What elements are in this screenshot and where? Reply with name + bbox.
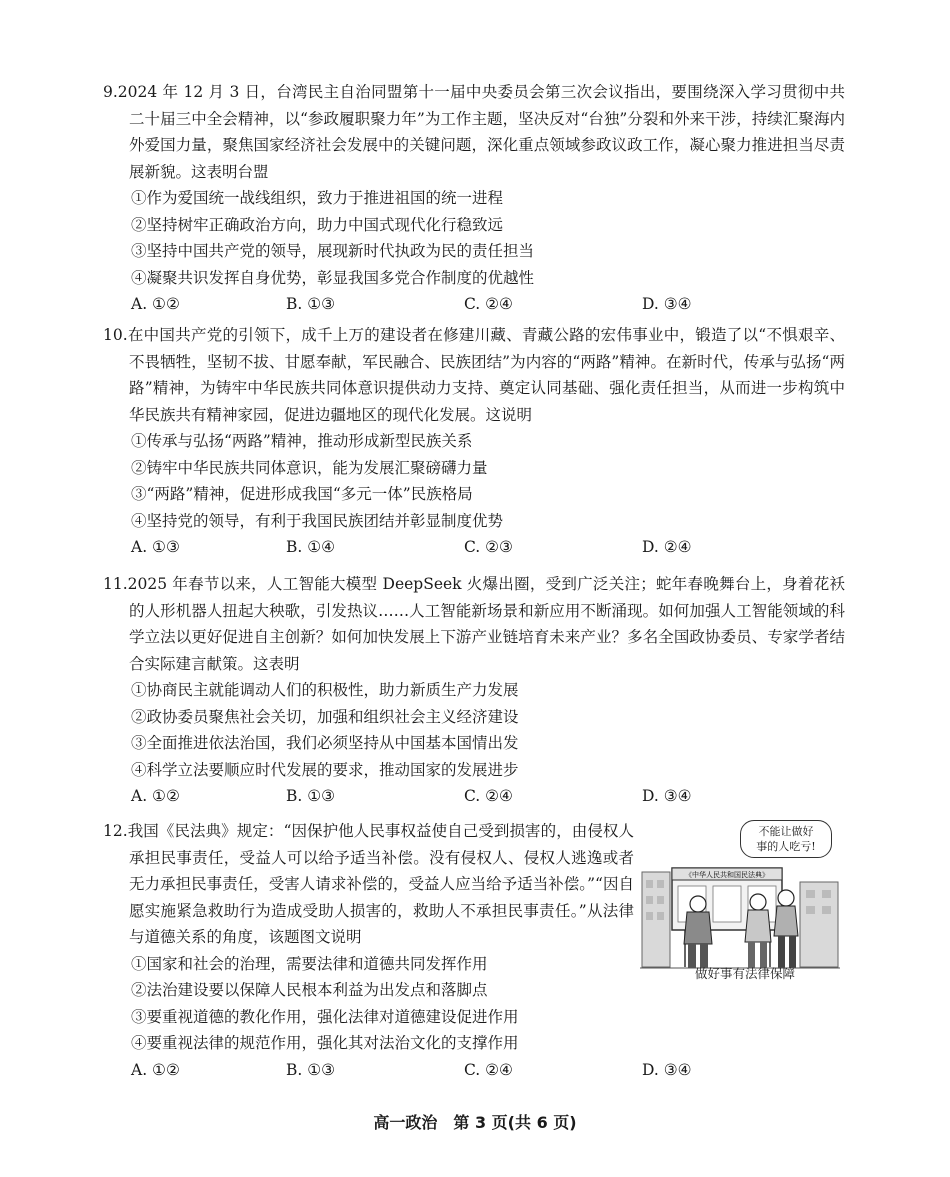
choice-c: C. ②④ xyxy=(464,787,513,805)
statement-4: ④科学立法要顺应时代发展的要求，推动国家的发展进步 xyxy=(131,760,519,779)
question-10 xyxy=(103,322,845,560)
stem-text: 在中国共产党的引领下，成千上万的建设者在修建川藏、青藏公路的宏伟事业中，锻造了以“不惧艰辛、不畏牺牲，坚韧不拔、甘愿奉献，军民融合、民族团结”为内容的“两路”精神。在新时代，传承与弘扬“两路”精神，为铸牢中华民族共同体意识提供动力支持、奠定认同基础、强化责任担当，从而进一步构筑中华民族共有精神家园，促进边疆地区的现代化发展。这说明 xyxy=(127,326,845,424)
choice-d: D. ②④ xyxy=(642,538,692,556)
choice-b: B. ①③ xyxy=(286,295,336,313)
stem-text: 我国《民法典》规定：“因保护他人民事权益使自己受到损害的，由侵权人承担民事责任，受益人可以给予适当补偿。没有侵权人、侵权人逃逸或者无力承担民事责任，受害人请求补偿的，受益人应当给予适当补偿。”“因自愿实施紧急救助行为造成受助人损害的，救助人不承担民事责任。”从法律与道德关系的角度，该题图文说明 xyxy=(127,822,634,946)
choice-b: B. ①④ xyxy=(286,538,336,556)
question-number: 11. xyxy=(103,575,128,593)
choice-c: C. ②④ xyxy=(464,295,513,313)
statement-1: ①协商民主就能调动人们的积极性，助力新质生产力发展 xyxy=(131,681,519,699)
page-footer: 高一政治 第 3 页(共 6 页) xyxy=(373,1113,577,1132)
answer-choices xyxy=(131,783,845,809)
question-9 xyxy=(103,79,845,317)
statement-3: ③坚持中国共产党的领导，展现新时代执政为民的责任担当 xyxy=(131,242,535,260)
statement-1: ①国家和社会的治理，需要法律和道德共同发挥作用 xyxy=(131,954,488,973)
choice-d: D. ③④ xyxy=(642,295,692,313)
question-11 xyxy=(103,571,845,809)
choice-b: B. ①③ xyxy=(286,787,336,805)
choice-a: A. ①③ xyxy=(131,538,180,556)
question-stem xyxy=(103,322,845,428)
choice-a: A. ①② xyxy=(131,295,180,313)
statement-3: ③“两路”精神，促进形成我国“多元一体”民族格局 xyxy=(131,485,473,503)
answer-choices xyxy=(131,291,845,317)
choice-d: D. ③④ xyxy=(642,1060,692,1079)
statement-2: ②坚持树牢正确政治方向，助力中国式现代化行稳致远 xyxy=(131,215,504,234)
question-stem xyxy=(103,79,845,185)
building-right xyxy=(800,882,838,967)
answer-choices xyxy=(131,1057,845,1083)
statement-1: ①传承与弘扬“两路”精神，推动形成新型民族关系 xyxy=(131,432,473,450)
speech-bubble xyxy=(740,820,832,858)
question-stem xyxy=(103,571,845,677)
answer-choices xyxy=(131,534,845,560)
stem-text: 2025 年春节以来，人工智能大模型 DeepSeek 火爆出圈，受到广泛关注；蛇年春晚舞台上，身着花袄的人形机器人扭起大秧歌，引发热议……人工智能新场景和新应用不断涌现。如何加强人工智能领域的科学立法以更好促进自主创新？如何加快发展上下游产业链培育未来产业？多名全国政协委员、专家学者结合实际建言献策。这表明 xyxy=(127,575,845,673)
statement-4: ④凝聚共识发挥自身优势，彰显我国多党合作制度的优越性 xyxy=(131,268,535,287)
choice-a: A. ①② xyxy=(131,1060,180,1079)
question-stem xyxy=(103,818,634,951)
question-number: 12. xyxy=(103,822,128,840)
statement-2: ②政协委员聚焦社会关切，加强和组织社会主义经济建设 xyxy=(131,707,519,726)
statement-1: ①作为爱国统一战线组织，致力于推进祖国的统一进程 xyxy=(131,189,504,207)
choice-c: C. ②④ xyxy=(464,1060,513,1079)
statement-2: ②法治建设要以保障人民根本利益为出发点和落脚点 xyxy=(131,981,488,999)
choice-a: A. ①② xyxy=(131,787,180,805)
bubble-text-line-1: 不能让做好 xyxy=(758,825,814,838)
choice-c: C. ②③ xyxy=(464,538,513,556)
illustration-caption: 做好事有法律保障 xyxy=(694,966,795,981)
statement-4: ④要重视法律的规范作用，强化其对法治文化的支撑作用 xyxy=(131,1034,519,1052)
statement-3: ③要重视道德的教化作用，强化法律对道德建设促进作用 xyxy=(131,1007,519,1026)
choice-b: B. ①③ xyxy=(286,1060,336,1079)
statement-3: ③全面推进依法治国，我们必须坚持从中国基本国情出发 xyxy=(131,734,519,752)
statement-4: ④坚持党的领导，有利于我国民族团结并彰显制度优势 xyxy=(131,511,504,530)
board-title: 《中华人民共和国民法典》 xyxy=(685,871,769,879)
question-number: 10. xyxy=(103,326,128,344)
bubble-text-line-2: 事的人吃亏! xyxy=(756,840,816,853)
stem-text: 2024 年 12 月 3 日，台湾民主自治同盟第十一届中央委员会第三次会议指出，要围绕深入学习贯彻中共二十届三中全会精神，以“参政履职聚力年”为工作主题，坚决反对“台独”分裂和外来干涉，持续汇聚海内外爱国力量，聚焦国家经济社会发展中的关键问题，深化重点领域参政议政工作，凝心聚力推进担当尽责展新貌。这表明台盟 xyxy=(117,83,845,181)
statement-2: ②铸牢中华民族共同体意识，能为发展汇聚磅礴力量 xyxy=(131,458,488,477)
question-number: 9. xyxy=(103,83,118,101)
choice-d: D. ③④ xyxy=(642,787,692,805)
